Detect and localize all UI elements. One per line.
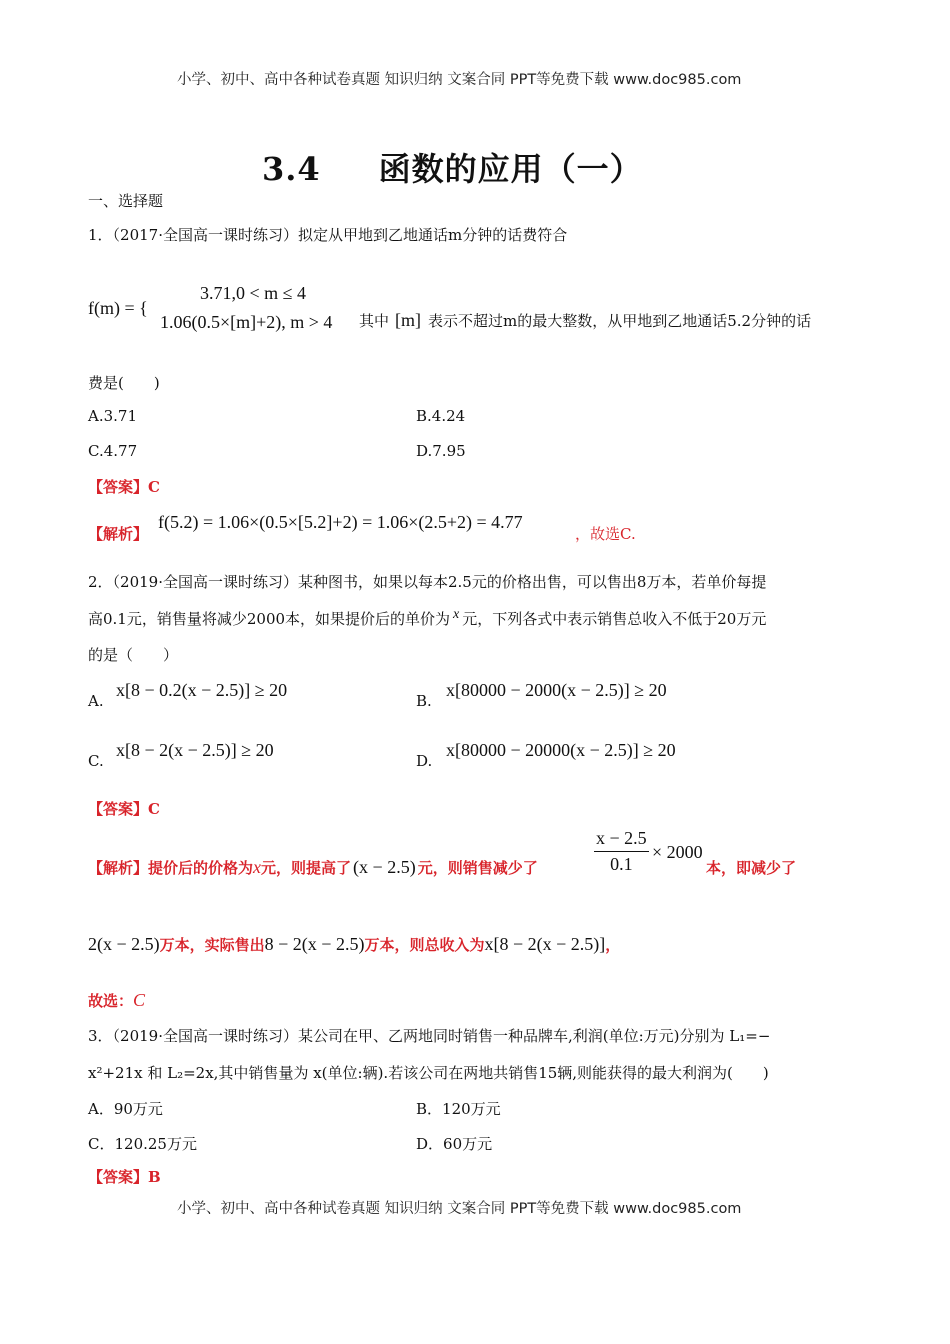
q2-fraction-multiplier: × 2000 [652, 842, 703, 862]
q2-stem-line3: 的是（ ） [88, 646, 179, 664]
q3-option-a: A．90万元 [88, 1100, 163, 1118]
q1-bracket-m: [m] [395, 310, 421, 330]
q2-conclusion-a: 故选： [88, 992, 134, 1010]
q2-line2-expr1: 2(x − 2.5) [88, 934, 160, 954]
q3-stem-line1: 3．（2019·全国高一课时练习）某公司在甲、乙两地同时销售一种品牌车,利润(单位:万元)分别为 L₁=− [88, 1027, 771, 1045]
q1-text-definition: 表示不超过m的最大整数，从甲地到乙地通话5.2分钟的话 [428, 312, 812, 330]
q1-case-1: 3.71,0 < m ≤ 4 [200, 283, 307, 303]
q2-conclusion-b: C [133, 990, 146, 1010]
analysis-label: 【解析】 [88, 859, 149, 877]
q2-answer-value: C [148, 800, 160, 818]
q1-answer-value: C [148, 478, 160, 496]
q2-line2-b: 万本，则总收入为 [364, 936, 485, 954]
q3-option-d: D．60万元 [416, 1135, 493, 1153]
answer-label: 【答案】 [88, 800, 149, 818]
q1-option-c: C.4.77 [88, 442, 138, 460]
q2-line2-a: 万本，实际售出 [159, 936, 265, 954]
q2-line2-expr3: x[8 − 2(x − 2.5)] [484, 934, 606, 954]
q1-option-a: A.3.71 [88, 407, 137, 425]
title-number: 3.4 [262, 150, 321, 188]
q2-stem-line2 [88, 607, 766, 629]
answer-label: 【答案】 [88, 1168, 149, 1186]
q2-stem-line1: 2．（2019·全国高一课时练习）某种图书，如果以每本2.5元的价格出售，可以售出8万本，若单价每提 [88, 573, 767, 591]
q3-option-c: C．120.25万元 [88, 1135, 197, 1153]
q2-option-a: x[8 − 0.2(x − 2.5)] ≥ 20 [116, 680, 288, 700]
q2-line2-end: ， [605, 936, 621, 954]
section-heading: 一、选择题 [88, 192, 164, 210]
q3-answer [88, 1166, 161, 1187]
q2-option-a-label: A. [88, 692, 104, 710]
answer-label: 【答案】 [88, 478, 149, 496]
q2-analysis-x: x [253, 857, 262, 877]
fraction-numerator: x − 2.5 [594, 828, 649, 852]
q3-stem-line2: x²+21x 和 L₂=2x,其中销售量为 x(单位:辆).若该公司在两地共销售15辆,则能获得的最大利润为( ) [88, 1064, 769, 1082]
page-title [262, 144, 643, 190]
q2-stem-x: x [453, 607, 460, 622]
q3-option-b: B．120万元 [416, 1100, 501, 1118]
q2-option-c-label: C. [88, 752, 104, 770]
q2-option-b: x[80000 − 2000(x − 2.5)] ≥ 20 [446, 680, 667, 700]
fraction-denominator: 0.1 [610, 854, 633, 874]
q1-analysis-formula: f(5.2) = 1.06×(0.5×[5.2]+2) = 1.06×(2.5+2) = 4.77 [158, 512, 523, 532]
top-banner: 小学、初中、高中各种试卷真题 知识归纳 文案合同 PPT等免费下载 www.doc985.com [177, 72, 742, 88]
q1-option-d: D.7.95 [416, 442, 466, 460]
q1-function-lhs: f(m) = { [88, 298, 148, 318]
q2-option-b-label: B. [416, 692, 432, 710]
q2-line2-expr2: 8 − 2(x − 2.5) [264, 934, 365, 954]
q1-answer [88, 476, 160, 497]
q1-analysis-tail: ，故选C. [575, 525, 636, 543]
q1-stem: 1．（2017·全国高一课时练习）拟定从甲地到乙地通话m分钟的话费符合 [88, 226, 568, 244]
q2-analysis-a: 提价后的价格为 [148, 859, 254, 877]
q2-analysis-fraction [594, 828, 649, 875]
q2-analysis-c: 元，则销售减少了 [417, 859, 538, 877]
q2-analysis-line1 [88, 857, 538, 878]
q1-analysis-label [88, 523, 148, 544]
q2-option-d-label: D. [416, 752, 433, 770]
bottom-banner: 小学、初中、高中各种试卷真题 知识归纳 文案合同 PPT等免费下载 www.doc985.com [177, 1201, 742, 1217]
q2-analysis-d: 本，即减少了 [706, 859, 797, 877]
q2-stem-line2-a: 高0.1元，销售量将减少2000本，如果提价后的单价为 [88, 610, 451, 628]
q3-answer-value: B [148, 1168, 161, 1186]
q2-conclusion [88, 990, 145, 1011]
title-text: 函数的应用（一） [378, 150, 643, 188]
q2-stem-line2-b: 元，下列各式中表示销售总收入不低于20万元 [462, 610, 767, 628]
q1-case-2: 1.06(0.5×[m]+2), m > 4 [160, 312, 333, 332]
q2-analysis-b: 元，则提高了 [261, 859, 352, 877]
q2-analysis-expr1: (x − 2.5) [353, 857, 416, 877]
q2-option-c: x[8 − 2(x − 2.5)] ≥ 20 [116, 740, 274, 760]
q1-option-b: B.4.24 [416, 407, 466, 425]
q1-stem-end: 费是( ) [88, 374, 160, 392]
q2-analysis-line2 [88, 934, 620, 955]
q2-answer [88, 798, 160, 819]
q1-text-qizhong: 其中 [359, 312, 390, 330]
analysis-label: 【解析】 [88, 525, 149, 543]
q2-option-d: x[80000 − 20000(x − 2.5)] ≥ 20 [446, 740, 676, 760]
